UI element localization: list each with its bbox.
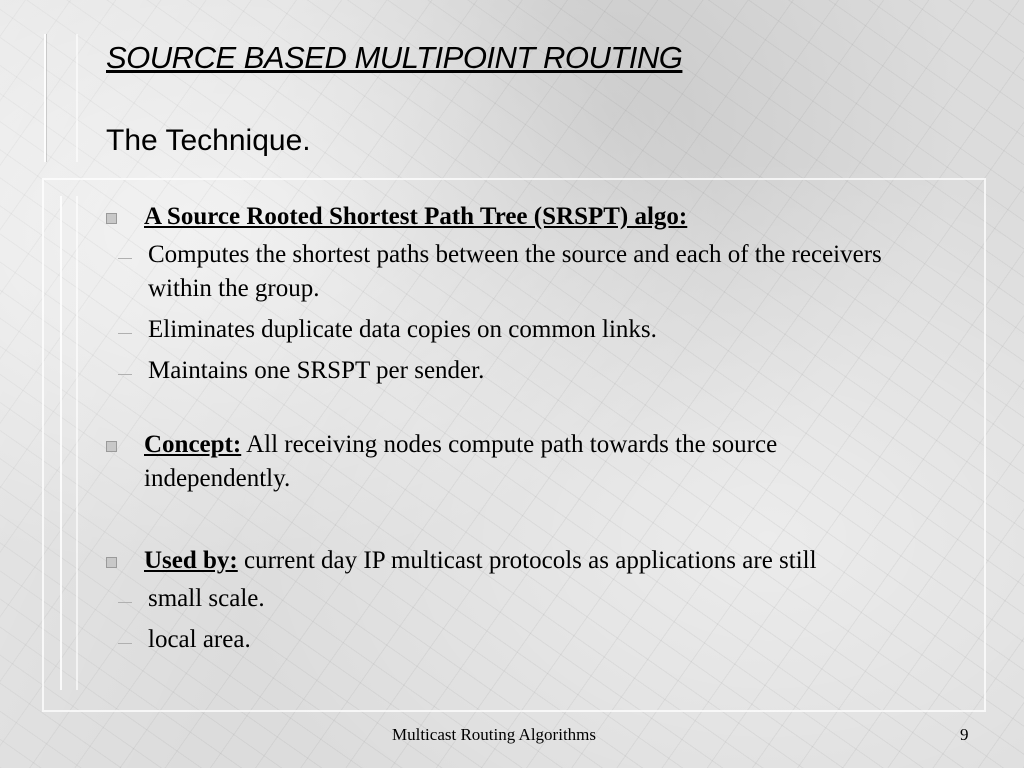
page-number: 9 xyxy=(960,725,969,744)
bullet-text: All receiving nodes compute path towards the source independently. xyxy=(144,431,778,492)
square-bullet-icon xyxy=(106,441,117,452)
title-frame-decoration xyxy=(44,34,78,162)
sub-list xyxy=(104,582,924,657)
sub-item xyxy=(104,238,924,306)
bullet-item xyxy=(104,200,924,388)
sub-item xyxy=(104,313,924,347)
dash-bullet-icon xyxy=(118,602,132,603)
dash-bullet-icon xyxy=(118,258,132,259)
bullet-lead: Used by: xyxy=(144,547,238,574)
sub-item-text: Computes the shortest paths between the source and each of the receivers within the group. xyxy=(148,241,882,302)
bullet-lead: A Source Rooted Shortest Path Tree (SRSPT) algo: xyxy=(144,203,688,230)
sub-item-text: local area. xyxy=(148,626,251,653)
sub-item xyxy=(104,354,924,388)
slide-title: SOURCE BASED MULTIPOINT ROUTING xyxy=(106,40,683,75)
bullet-text: current day IP multicast protocols as applications are still xyxy=(237,547,817,574)
bullet-lead: Concept: xyxy=(144,431,242,458)
content-frame-bar xyxy=(60,196,78,690)
sub-list xyxy=(104,238,924,388)
sub-item xyxy=(104,582,924,616)
bullet-item xyxy=(104,544,924,657)
slide-subtitle: The Technique. xyxy=(106,124,311,157)
sub-item xyxy=(104,623,924,657)
dash-bullet-icon xyxy=(118,333,132,334)
square-bullet-icon xyxy=(106,557,117,568)
sub-item-text: small scale. xyxy=(148,585,265,612)
dash-bullet-icon xyxy=(118,374,132,375)
bullet-item xyxy=(104,428,924,496)
slide-footer: Multicast Routing Algorithms xyxy=(392,725,597,744)
bullet-list xyxy=(104,200,924,664)
sub-item-text: Maintains one SRSPT per sender. xyxy=(148,357,485,384)
dash-bullet-icon xyxy=(118,643,132,644)
square-bullet-icon xyxy=(106,213,117,224)
sub-item-text: Eliminates duplicate data copies on common links. xyxy=(148,316,657,343)
